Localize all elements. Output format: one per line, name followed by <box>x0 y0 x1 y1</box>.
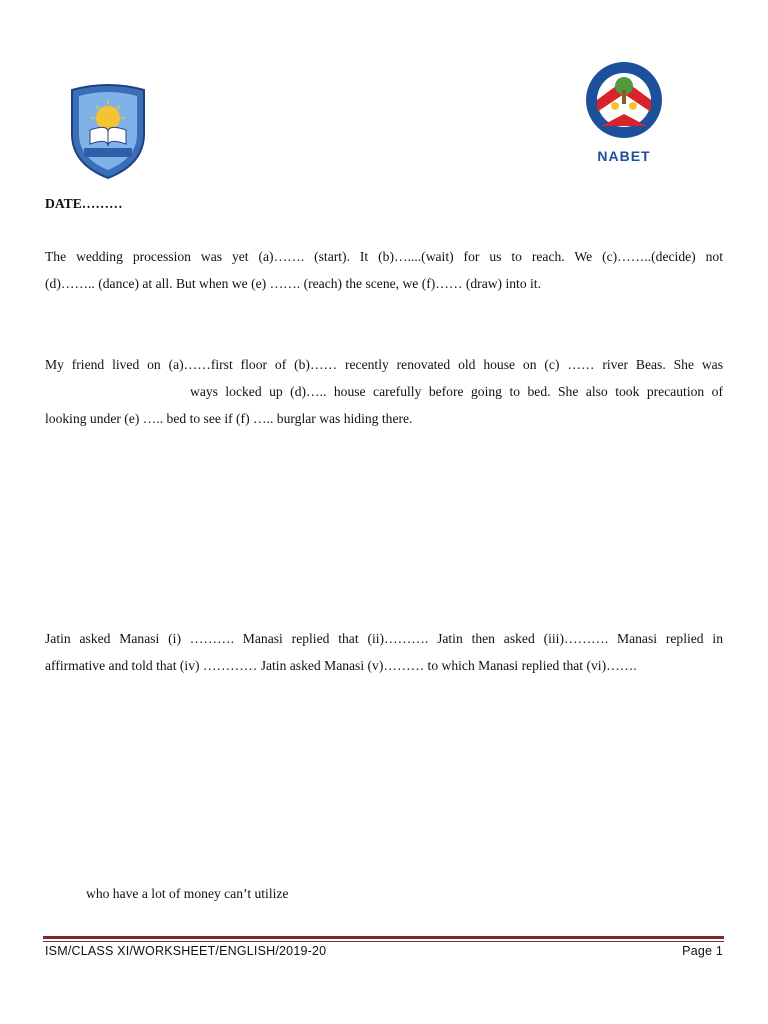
paragraph-line: Jatin asked Manasi (i) ………. Manasi replied that (ii)………. Jatin then asked (iii)………. Manasi replied in <box>45 631 723 646</box>
exercise-paragraph-3 <box>45 625 723 679</box>
footer-rule-thin <box>43 941 724 942</box>
paragraph-line: looking under (e) ….. bed to see if (f) ….. burglar was hiding there. <box>45 411 413 426</box>
paragraph-line: (d)…….. (dance) at all. But when we (e) ……. (reach) the scene, we (f)…… (draw) into it. <box>45 276 541 291</box>
footer-doc-id: ISM/CLASS XI/WORKSHEET/ENGLISH/2019-20 <box>45 944 327 958</box>
footer-page-number: Page 1 <box>682 944 723 958</box>
exercise-paragraph-1 <box>45 243 723 297</box>
nabet-logo <box>583 60 665 168</box>
text-fragment: who have a lot of money can’t utilize <box>86 886 289 901</box>
footer-rule <box>43 936 724 939</box>
paragraph-line: My friend lived on (a)……first floor of (b)…… recently renovated old house on (c) …… river Beas. She was <box>45 357 723 372</box>
paragraph-line: ways locked up (d)….. house carefully before going to bed. She also took precaution of <box>190 384 723 399</box>
exercise-paragraph-2 <box>45 351 723 432</box>
school-crest-icon <box>66 82 150 180</box>
paragraph-line: affirmative and told that (iv) ………… Jatin asked Manasi (v)……… to which Manasi replied that (vi)……. <box>45 658 637 673</box>
paragraph-line: The wedding procession was yet (a)……. (start). It (b)…....(wait) for us to reach. We (c)……..(decide) not <box>45 249 723 264</box>
date-label: DATE……… <box>45 196 123 211</box>
school-crest-logo <box>66 82 150 180</box>
nabet-label: NABET <box>597 148 651 164</box>
